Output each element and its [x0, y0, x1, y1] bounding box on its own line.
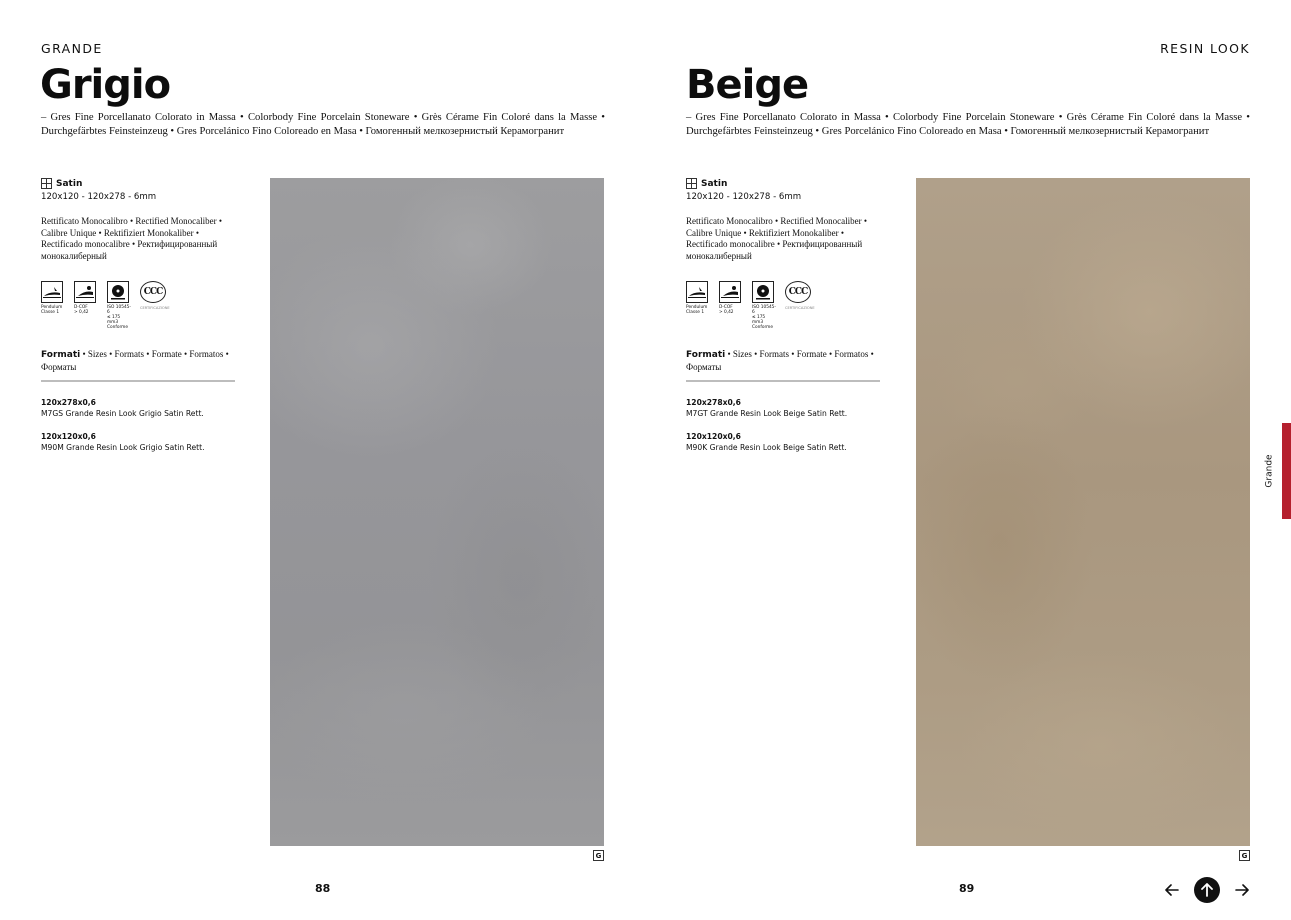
rectified-note: Rettificato Monocalibro • Rectified Monocaliber • Calibre Unique • Rektifiziert Monokaliber • Rectificado monocalibre • Ректифицированный монокалиберный	[41, 216, 222, 261]
tile-swatch-beige	[916, 178, 1250, 846]
cert-caption: ISO 10545-6 ≤ 175 mm3 Conforme	[107, 305, 131, 330]
back-to-top-button[interactable]	[1194, 877, 1220, 903]
sizes-thickness: 120x120 - 120x278 - 6mm	[41, 192, 157, 202]
page-navigation	[1160, 877, 1254, 903]
iso-abrasion-icon	[107, 281, 129, 303]
formats-label: Formati	[41, 350, 81, 360]
cert-pendulum	[41, 281, 65, 330]
formats-heading	[41, 349, 237, 373]
tile-swatch-grigio	[270, 178, 604, 846]
cert-iso	[752, 281, 776, 330]
cert-caption: D-COF > 0,42	[74, 305, 89, 315]
prev-page-button[interactable]	[1160, 877, 1184, 903]
cert-iso	[107, 281, 131, 330]
ccc-mark-icon: CCC	[140, 281, 166, 303]
page-number: 89	[959, 882, 975, 895]
finish-label: Satin	[701, 178, 728, 189]
cert-dcof	[719, 281, 743, 330]
product-size: 120x278x0,6	[686, 398, 741, 407]
ccc-caption: CERTIFICAZIONE	[140, 306, 170, 310]
product-name: M90K Grande Resin Look Beige Satin Rett.	[686, 443, 847, 452]
finish-satin-icon	[686, 178, 697, 189]
rectified-note: Rettificato Monocalibro • Rectified Monocaliber • Calibre Unique • Rektifiziert Monokaliber • Rectificado monocalibre • Ректифицированный монокалиберный	[686, 216, 867, 261]
product-item	[41, 397, 237, 419]
product-name: M90M Grande Resin Look Grigio Satin Rett.	[41, 443, 205, 452]
side-tab-text[interactable]: Grande	[1265, 454, 1275, 488]
color-title: Grigio	[40, 62, 171, 108]
material-description: – Gres Fine Porcellanato Colorato in Massa • Colorbody Fine Porcelain Stoneware • Grès Cérame Fin Coloré dans la Masse • Durchgefärbtes Feinsteinzeug • Gres Porcelánico Fino Coloreado en Masa • Гомогенный мелкозернистый Керамогранит	[41, 112, 605, 137]
cert-dcof	[74, 281, 98, 330]
product-size: 120x120x0,6	[41, 432, 96, 441]
side-tab-label[interactable]	[1262, 423, 1278, 519]
series-label: GRANDE	[41, 41, 103, 56]
material-description: – Gres Fine Porcellanato Colorato in Massa • Colorbody Fine Porcelain Stoneware • Grès Cérame Fin Coloré dans la Masse • Durchgefärbtes Feinsteinzeug • Gres Porcelánico Fino Coloreado en Masa • Гомогенный мелкозернистый Керамогранит	[686, 112, 1250, 137]
next-page-button[interactable]	[1230, 877, 1254, 903]
finish-satin-icon	[41, 178, 52, 189]
divider	[41, 380, 235, 382]
right-page	[645, 0, 1291, 920]
spec-block	[41, 178, 237, 453]
formats-heading	[686, 349, 882, 373]
arrow-up-icon	[1201, 883, 1213, 897]
spec-block	[686, 178, 882, 453]
cert-pendulum	[686, 281, 710, 330]
cert-caption: Pendulum Classe 1	[41, 305, 63, 315]
cert-caption: D-COF > 0,42	[719, 305, 734, 315]
product-item	[686, 397, 882, 419]
color-title: Beige	[686, 62, 809, 108]
cert-ccc	[140, 281, 168, 330]
series-label: RESIN LOOK	[1160, 41, 1250, 56]
certification-icons	[686, 281, 882, 330]
dcof-icon	[719, 281, 741, 303]
certification-icons	[41, 281, 237, 330]
arrow-left-icon	[1165, 884, 1179, 896]
pendulum-icon	[41, 281, 63, 303]
grande-badge: G	[1239, 850, 1250, 861]
cert-ccc	[785, 281, 813, 330]
ccc-mark-icon: CCC	[785, 281, 811, 303]
arrow-right-icon	[1235, 884, 1249, 896]
side-tab-marker[interactable]	[1282, 423, 1291, 519]
divider	[686, 380, 880, 382]
formats-label: Formati	[686, 350, 726, 360]
ccc-caption: CERTIFICAZIONE	[785, 306, 815, 310]
product-size: 120x120x0,6	[686, 432, 741, 441]
formats-translations: • Sizes • Formats • Formate • Formatos • Форматы	[686, 349, 874, 372]
iso-abrasion-icon	[752, 281, 774, 303]
cert-caption: Pendulum Classe 1	[686, 305, 708, 315]
finish-row	[41, 178, 237, 189]
pendulum-icon	[686, 281, 708, 303]
page-number: 88	[315, 882, 331, 895]
product-item	[41, 431, 237, 453]
product-name: M7GT Grande Resin Look Beige Satin Rett.	[686, 409, 848, 418]
product-size: 120x278x0,6	[41, 398, 96, 407]
cert-caption: ISO 10545-6 ≤ 175 mm3 Conforme	[752, 305, 776, 330]
left-page	[0, 0, 645, 920]
dcof-icon	[74, 281, 96, 303]
finish-label: Satin	[56, 178, 83, 189]
product-item	[686, 431, 882, 453]
sizes-thickness: 120x120 - 120x278 - 6mm	[686, 192, 802, 202]
formats-translations: • Sizes • Formats • Formate • Formatos • Форматы	[41, 349, 229, 372]
grande-badge: G	[593, 850, 604, 861]
product-name: M7GS Grande Resin Look Grigio Satin Rett.	[41, 409, 204, 418]
finish-row	[686, 178, 882, 189]
